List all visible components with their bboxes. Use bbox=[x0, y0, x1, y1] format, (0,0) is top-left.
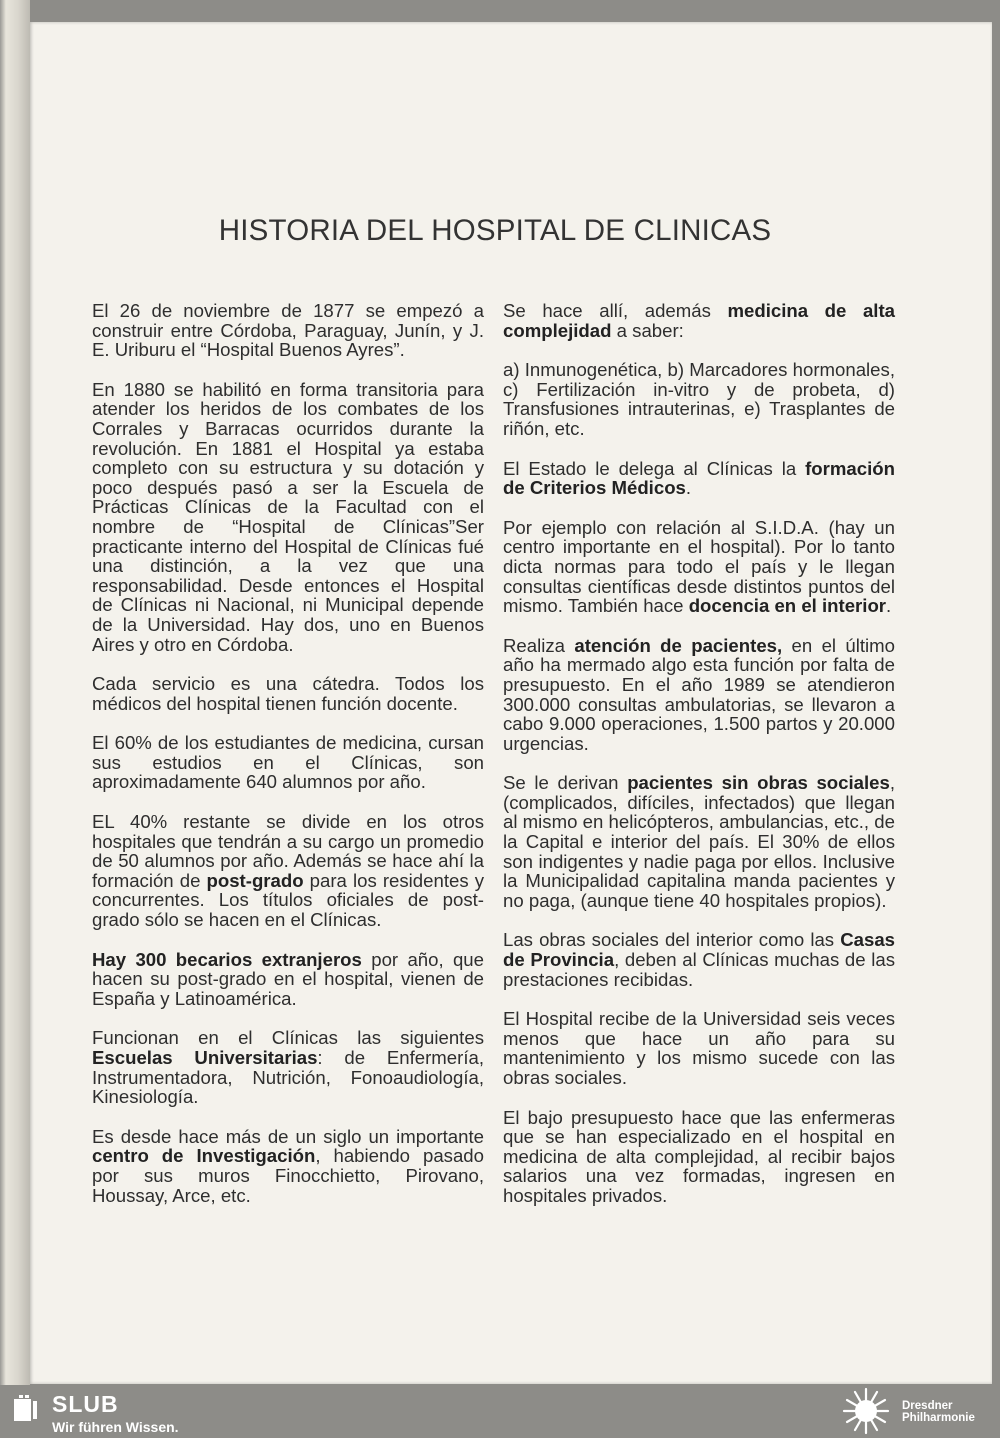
philharmonie-logo-icon bbox=[838, 1387, 894, 1435]
paragraph: Cada servicio es una cátedra. Todos los médicos del hospital tienen función docente. bbox=[92, 673, 484, 714]
paragraph: EL 40% restante se divide en los otros hospitales que tendrán a su cargo un promedio de 50 alumnos por año. Además se hace ahí la formación de post-grado para los residentes y concurrentes. Los títulos oficiales de post-grado sólo se hacen en el Clínicas. bbox=[92, 811, 485, 931]
paragraph: El Estado le delega al Clínicas la formación de Criterios Médicos. bbox=[503, 457, 895, 499]
right-column bbox=[503, 301, 895, 1226]
left-column bbox=[92, 301, 484, 1225]
paragraph: Hay 300 becarios extranjeros por año, que hacen su post-grado en el hospital, vienen de España y Latinoamérica. bbox=[92, 948, 484, 1009]
paragraph: Por ejemplo con relación al S.I.D.A. (hay un centro importante en el hospital). Por lo tanto dicta normas para todo el país y le llegan consultas científicas desde distintos puntos del mismo. También hace docencia en el interior. bbox=[503, 516, 895, 617]
bold-term: docencia en el interior bbox=[688, 595, 887, 617]
paragraph: El 60% de los estudiantes de medicina, cursan sus estudios en el Clínicas, son aproximadamente 640 alumnos por año. bbox=[92, 732, 484, 793]
paragraph: El bajo presupuesto hace que las enfermeras que se han especializado en el hospital en medicina de alta complejidad, al recibir bajos salarios una vez formadas, ingresen en hospitales privados. bbox=[503, 1106, 895, 1206]
document-page bbox=[30, 22, 992, 1384]
slub-tagline: Wir führen Wissen. bbox=[52, 1419, 179, 1435]
bold-term: Casas de Provincia bbox=[503, 929, 895, 971]
paragraph: Las obras sociales del interior como las Casas de Provincia, deben al Clínicas muchas de las prestaciones recibidas. bbox=[503, 929, 895, 990]
bold-term: formación de Criterios Médicos bbox=[503, 457, 895, 499]
slub-wordmark: SLUB bbox=[52, 1391, 119, 1417]
bold-term: Escuelas Universitarias bbox=[92, 1047, 318, 1068]
paragraph: Funcionan en el Clínicas las siguientes Escuelas Universitarias: de Enfermería, Instrumentadora, Nutrición, Fonoaudiología, Kinesiología. bbox=[92, 1027, 484, 1108]
bold-term: post-grado bbox=[206, 869, 304, 891]
paragraph: Realiza atención de pacientes, en el último año ha mermado algo esta función por falta de presupuesto. En el año 1989 se atendieron 300.000 consultas ambulatorias, se llevaron a cabo 9.000 operaciones, 1.500 partos y 20.000 urgencias. bbox=[503, 634, 895, 754]
page-binding-edge bbox=[0, 0, 30, 1385]
paragraph: Se hace allí, además medicina de alta complejidad a saber: bbox=[503, 300, 895, 341]
bold-term: pacientes sin obras sociales bbox=[627, 772, 890, 794]
viewer-footer bbox=[0, 1385, 1000, 1438]
bold-term: centro de Investigación bbox=[92, 1145, 316, 1167]
paragraph: Se le derivan pacientes sin obras sociales, (complicados, difíciles, infectados) que llegan al mismo en helicópteros, ambulancias, etc., de la Capital e interior del país. El 30% de ellos son indigentes y nadie paga por ellos. Inclusive la Municipalidad capitalina manda pacientes y no paga, (aunque tiene 40 hospitales propios). bbox=[503, 772, 896, 911]
bold-term: atención de pacientes, bbox=[574, 634, 783, 656]
paragraph: Es desde hace más de un siglo un importante centro de Investigación, habiendo pasado por sus muros Finocchietto, Pirovano, Houssay, Arce, etc. bbox=[92, 1125, 484, 1206]
bold-term: Hay 300 becarios extranjeros bbox=[92, 948, 362, 970]
bold-term: medicina de alta complejidad bbox=[503, 300, 895, 341]
paragraph: a) Inmunogenética, b) Marcadores hormonales, c) Fertilización in-vitro y de probeta, d) Transfusiones intrauterinas, e) Trasplantes de riñón, etc. bbox=[503, 359, 895, 439]
philharmonie-wordmark: Dresdner Philharmonie bbox=[902, 1400, 975, 1424]
page-title: HISTORIA DEL HOSPITAL DE CLINICAS bbox=[218, 214, 772, 247]
slub-logo-icon bbox=[14, 1395, 38, 1421]
paragraph: En 1880 se habilitó en forma transitoria para atender los heridos de los combates de los Corrales y Barracas ocurridos durante la revolución. En 1881 el Hospital ya estaba completo con su estructura y su dotación y poco después pasó a ser la Escuela de Prácticas Clínicas de la Facultad con el nombre de “Hospital de Clínicas”Ser practicante interno del Hospital de Clínicas fué una distinción, a la vez que una responsabilidad. Desde entonces el Hospital de Clínicas ni Nacional, ni Municipal depende de la Universidad. Hay dos, uno en Buenos Aires y otro en Córdoba. bbox=[92, 378, 484, 655]
paragraph: El Hospital recibe de la Universidad seis veces menos que hace un año para su mantenimiento y los mismo sucede con las obras sociales. bbox=[503, 1008, 895, 1088]
paragraph: El 26 de noviembre de 1877 se empezó a construir entre Córdoba, Paraguay, Junín, y J. E. Uriburu el “Hospital Buenos Ayres”. bbox=[92, 300, 484, 361]
